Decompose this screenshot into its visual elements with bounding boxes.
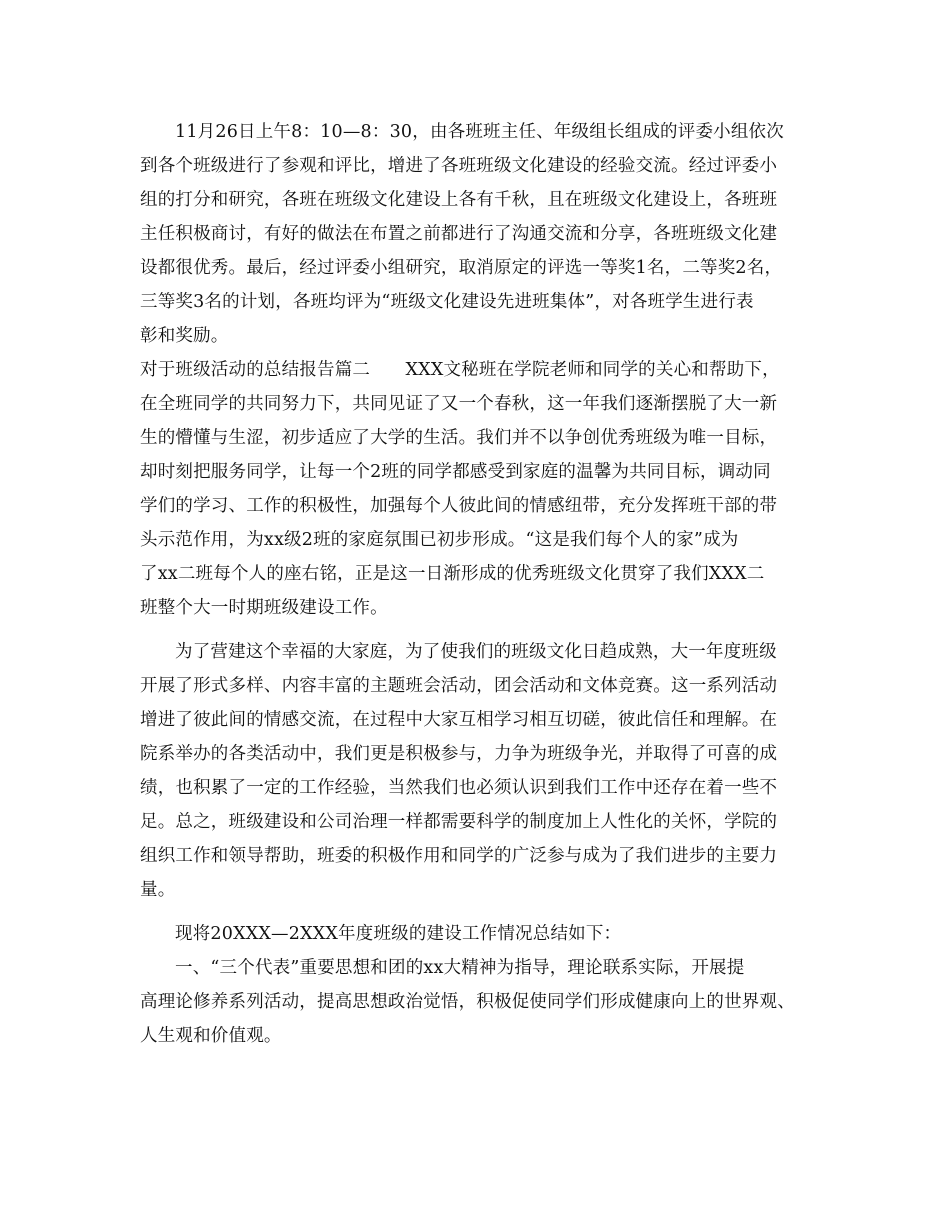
- paragraph-3-line-4: 院系举办的各类活动中，我们更是积极参与，力争为班级争光，并取得了可喜的成: [140, 744, 778, 764]
- paragraph-1-line-7: 彰和奖励。: [140, 326, 229, 346]
- paragraph-2-line-4: 却时刻把服务同学，让每一个2班的同学都感受到家庭的温馨为共同目标，调动同: [140, 462, 771, 482]
- paragraph-1-line-1: 11月26日上午8：10—8：30，由各班班主任、年级组长组成的评委小组依次: [175, 122, 784, 142]
- item-1-line-1: 一、“三个代表”重要思想和团的xx大精神为指导，理论联系实际，开展提: [175, 958, 745, 978]
- section-title-and-intro: 对于班级活动的总结报告篇二 XXX文秘班在学院老师和同学的关心和帮助下，: [140, 360, 780, 380]
- item-1-line-2: 高理论修养系列活动，提高思想政治觉悟，积极促使同学们形成健康向上的世界观、: [140, 992, 795, 1012]
- paragraph-1-line-6: 三等奖3名的计划，各班均评为“班级文化建设先进班集体”，对各班学生进行表: [140, 292, 754, 312]
- paragraph-1-line-5: 设都很优秀。最后，经过评委小组研究，取消原定的评选一等奖1名，二等奖2名，: [140, 258, 783, 278]
- paragraph-3-line-8: 量。: [140, 880, 176, 900]
- paragraph-2-line-7: 了xx二班每个人的座右铭，正是这一日渐形成的优秀班级文化贯穿了我们XXX二: [140, 564, 765, 584]
- summary-intro-line: 现将20XXX—2XXX年度班级的建设工作情况总结如下：: [175, 924, 622, 944]
- paragraph-3-line-5: 绩，也积累了一定的工作经验，当然我们也必须认识到我们工作中还存在着一些不: [140, 778, 778, 798]
- paragraph-3-line-6: 足。总之，班级建设和公司治理一样都需要科学的制度加上人性化的关怀，学院的: [140, 812, 778, 832]
- paragraph-2-line-6: 头示范作用，为xx级2班的家庭氛围已初步形成。“这是我们每个人的家”成为: [140, 530, 739, 550]
- item-1-line-3: 人生观和价值观。: [140, 1026, 282, 1046]
- paragraph-3-line-3: 增进了彼此间的情感交流，在过程中大家互相学习相互切磋，彼此信任和理解。在: [140, 710, 778, 730]
- paragraph-2-line-3: 生的懵懂与生涩，初步适应了大学的生活。我们并不以争创优秀班级为唯一目标，: [140, 428, 778, 448]
- paragraph-2-line-8: 班整个大一时期班级建设工作。: [140, 598, 388, 618]
- paragraph-2-line-5: 学们的学习、工作的积极性，加强每个人彼此间的情感纽带，充分发挥班干部的带: [140, 496, 778, 516]
- paragraph-1-line-4: 主任积极商讨，有好的做法在布置之前都进行了沟通交流和分享，各班班级文化建: [140, 224, 778, 244]
- paragraph-3-line-7: 组织工作和领导帮助，班委的积极作用和同学的广泛参与成为了我们进步的主要力: [140, 846, 778, 866]
- paragraph-3-line-2: 开展了形式多样、内容丰富的主题班会活动，团会活动和文体竞赛。这一系列活动: [140, 676, 778, 696]
- paragraph-3-line-1: 为了营建这个幸福的大家庭，为了使我们的班级文化日趋成熟，大一年度班级: [175, 642, 777, 662]
- paragraph-1-line-3: 组的打分和研究，各班在班级文化建设上各有千秋，且在班级文化建设上，各班班: [140, 190, 778, 210]
- paragraph-2-line-2: 在全班同学的共同努力下，共同见证了又一个春秋，这一年我们逐渐摆脱了大一新: [140, 394, 778, 414]
- paragraph-1-line-2: 到各个班级进行了参观和评比，增进了各班班级文化建设的经验交流。经过评委小: [140, 156, 778, 176]
